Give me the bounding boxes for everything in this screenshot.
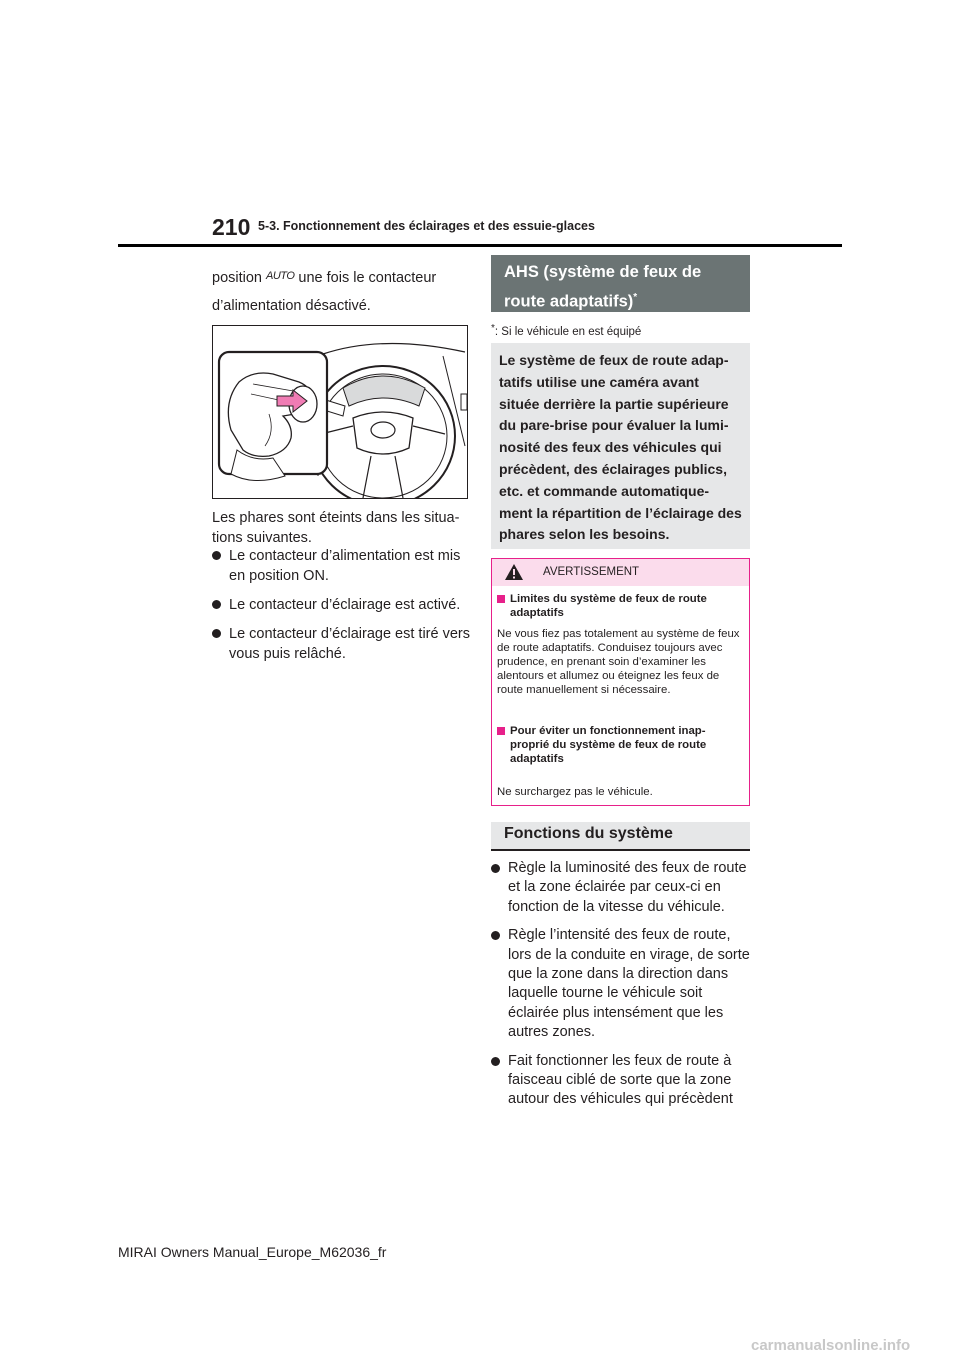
list-item-text: Fait fonctionner les feux de route à faisceau ciblé de sorte que la zone autour des véhicules qui précèdent [508, 1052, 733, 1108]
watermark: carmanualsonline.info [751, 1337, 911, 1354]
page-number: 210 [212, 214, 251, 240]
system-functions-list [491, 859, 753, 1119]
intro-line-1 [212, 266, 468, 288]
warning-item-1-heading [497, 592, 742, 620]
lights-off-conditions-list [212, 546, 472, 673]
warning-item-2-body: Ne surchargez pas le véhicule. [497, 786, 653, 798]
header-rule [118, 244, 842, 247]
ahs-heading-text: route adaptatifs) [504, 292, 634, 311]
list-item [212, 595, 472, 615]
intro-pre: position [212, 270, 267, 286]
list-item-text: Règle la luminosité des feux de route et la zone éclairée par ceux-ci en fonction de la vitesse du véhicule. [508, 860, 747, 915]
section-title: 5-3. Fonctionnement des éclairages et des essuie-glaces [258, 219, 595, 233]
list-item [212, 546, 472, 586]
bullet-dot-icon [212, 551, 221, 560]
intro-post: une fois le contacteur [294, 270, 437, 286]
steering-wheel-light-switch-illustration-icon [213, 326, 467, 498]
footnote [491, 323, 641, 338]
bullet-dot-icon [491, 931, 500, 940]
functions-heading: Fonctions du système [491, 822, 750, 851]
bullet-dot-icon [212, 600, 221, 609]
warning-item-2-heading-text: Pour éviter un fonctionnement inap-proprié du système de feux de route adaptatifs [510, 725, 707, 765]
bullet-dot-icon [491, 864, 500, 873]
list-item [212, 624, 472, 664]
list-item-text: Le contacteur d’éclairage est activé. [229, 597, 461, 613]
warning-item-1-heading-text: Limites du système de feux de route adaptatifs [510, 593, 707, 619]
ahs-heading-line-1: AHS (système de feux de [504, 263, 702, 281]
lights-off-paragraph: Les phares sont éteints dans les situa-tions suivantes. [212, 510, 460, 546]
warning-title: AVERTISSEMENT [543, 566, 640, 578]
list-item-text: Le contacteur d’alimentation est mis en position ON. [229, 548, 461, 584]
list-item-text: Le contacteur d’éclairage est tiré vers vous puis relâché. [229, 626, 470, 662]
pink-square-bullet-icon [497, 727, 505, 735]
warning-item-2-heading [497, 724, 742, 766]
ahs-heading [491, 255, 750, 312]
light-switch-figure [212, 325, 468, 499]
list-item-text: Règle l’intensité des feux de route, lors de la conduite en virage, de sorte que la zone dans la direction dans laquelle tourne le véhicule soit éclairée plus intensément que les autres zones. [508, 927, 750, 1041]
warning-triangle-icon [504, 563, 524, 581]
bullet-dot-icon [491, 1057, 500, 1066]
auto-symbol-icon: AUTO [266, 270, 295, 282]
footnote-text: : Si le véhicule en est équipé [494, 326, 642, 338]
warning-item-1-body: Ne vous fiez pas totalement au système de feux de route adaptatifs. Conduisez toujours avec prudence, en prenant soin d’examiner les alentours et allumez ou éteignez les feux de route manuellement si nécessaire. [497, 628, 740, 696]
pink-square-bullet-icon [497, 595, 505, 603]
ahs-heading-star: * [633, 292, 638, 303]
ahs-summary-box: Le système de feux de route adap-tatifs utilise une caméra avant située derrière la partie supérieure du pare-brise pour évaluer la lumi-nosité des feux des véhicules qui précèdent, des éclairages publics, etc. et commande automatique-ment la répartition de l’éclairage des phares selon les besoins. [491, 343, 750, 549]
footnote-star: * [491, 323, 495, 334]
list-item [491, 926, 753, 1042]
list-item [491, 1052, 753, 1110]
intro-line-2: d’alimentation désactivé. [212, 298, 371, 314]
warning-box [491, 558, 750, 806]
ahs-heading-line-2 [504, 285, 736, 315]
bullet-dot-icon [212, 629, 221, 638]
document-footer: MIRAI Owners Manual_Europe_M62036_fr [118, 1244, 387, 1260]
list-item [491, 859, 753, 917]
warning-header [492, 559, 749, 586]
